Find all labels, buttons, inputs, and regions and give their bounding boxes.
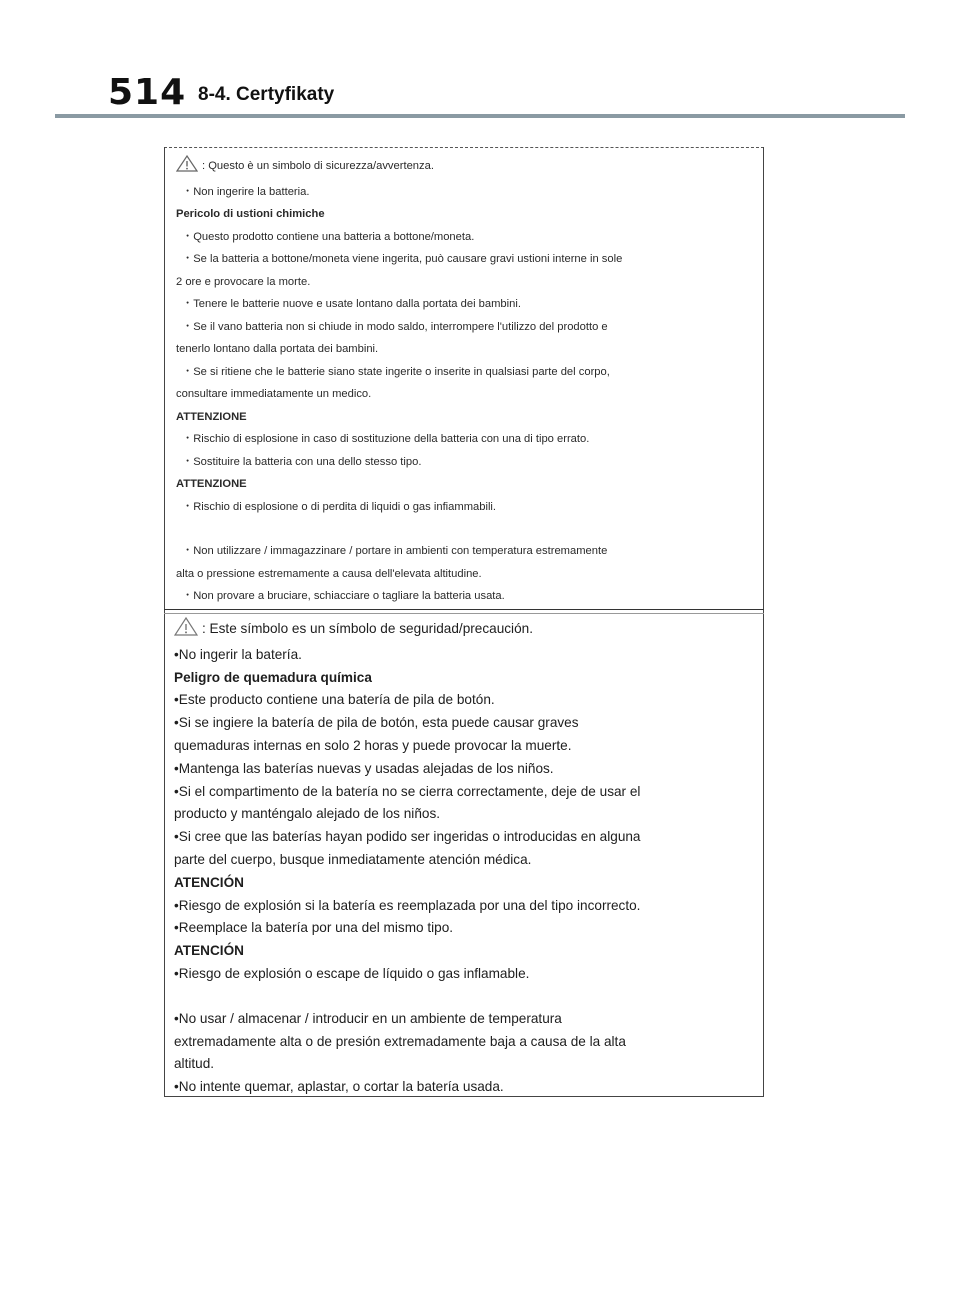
section-heading: ATENCIÓN: [174, 943, 244, 959]
text-line: •Reemplace la batería por una del mismo tipo.: [174, 920, 454, 936]
text-line: •Este producto contiene una batería de pila de botón.: [174, 692, 495, 708]
text-line: altitud.: [174, 1056, 215, 1072]
text-line: •Si el compartimento de la batería no se cierra correctamente, deje de usar el: [174, 783, 641, 799]
paragraph-gap: [174, 986, 754, 1008]
italian-lines: [176, 181, 751, 608]
text-line: ・Non provare a bruciare, schiacciare o tagliare la batteria usata.: [182, 590, 505, 602]
text-line: •Mantenga las baterías nuevas y usadas alejadas de los niños.: [174, 760, 554, 776]
frame-top-border: [164, 147, 764, 148]
section-heading: Peligro de quemadura química: [174, 669, 372, 685]
certificate-scan: [164, 147, 764, 1097]
spanish-symbol-line: [174, 617, 754, 644]
section-heading: ATTENZIONE: [176, 410, 247, 423]
text-line: ・Sostituire la batteria con una dello stesso tipo.: [182, 455, 422, 468]
text-line: •Si cree que las baterías hayan podido ser ingeridas o introducidas en alguna: [174, 829, 641, 845]
text-line: ・Rischio di esplosione in caso di sostituzione della batteria con una di tipo errato.: [182, 433, 590, 445]
text-line: alta o pressione estremamente a causa dell'elevata altitudine.: [176, 567, 482, 580]
text-line: parte del cuerpo, busque inmediatamente atención médica.: [174, 851, 532, 867]
text-line: ・Non utilizzare / immagazzinare / portare in ambienti con temperatura estremamente: [182, 545, 608, 557]
italian-symbol-text: : Questo è un simbolo di sicurezza/avvertenza.: [202, 160, 434, 172]
text-line: •No usar / almacenar / introducir en un ambiente de temperatura: [174, 1010, 562, 1026]
section-heading: Pericolo di ustioni chimiche: [176, 208, 325, 220]
paragraph-gap: [176, 518, 751, 540]
text-line: consultare immediatamente un medico.: [176, 388, 372, 400]
text-line: ・Tenere le batterie nuove e usate lontano dalla portata dei bambini.: [182, 298, 521, 310]
text-line: •Riesgo de explosión o escape de líquido o gas inflamable.: [174, 965, 530, 981]
section-divider-shadow: [164, 613, 764, 614]
italian-warning-block: [176, 155, 751, 608]
page-header: [108, 70, 908, 120]
text-line: producto y manténgalo alejado de los niños.: [174, 806, 441, 822]
text-line: tenerlo lontano dalla portata dei bambini.: [176, 343, 379, 355]
text-line: quemaduras internas en solo 2 horas y puede provocar la muerte.: [174, 737, 572, 753]
warning-triangle-icon: [174, 617, 198, 644]
spanish-warning-block: [174, 617, 754, 1099]
page-number: 514: [108, 72, 187, 113]
section-title: 8-4. Certyfikaty: [198, 84, 335, 105]
spanish-lines: [174, 644, 754, 1099]
text-line: •No ingerir la batería.: [174, 646, 302, 662]
section-heading: ATENCIÓN: [174, 874, 244, 890]
frame-left-border: [164, 147, 165, 1097]
text-line: ・Se il vano batteria non si chiude in modo saldo, interrompere l'utilizzo del prodotto e: [182, 320, 608, 333]
text-line: ・Non ingerire la batteria.: [182, 185, 310, 198]
text-line: ・Se si ritiene che le batterie siano state ingerite o inserite in qualsiasi parte del corpo,: [182, 365, 610, 378]
text-line: •Riesgo de explosión si la batería es reemplazada por una del tipo incorrecto.: [174, 897, 641, 913]
italian-symbol-line: [176, 155, 751, 181]
spanish-symbol-text: : Este símbolo es un símbolo de seguridad/precaución.: [202, 621, 533, 636]
text-line: 2 ore e provocare la morte.: [176, 275, 311, 288]
text-line: ・Questo prodotto contiene una batteria a bottone/moneta.: [182, 230, 475, 243]
text-line: extremadamente alta o de presión extremadamente baja a causa de la alta: [174, 1033, 626, 1049]
section-divider: [164, 609, 764, 610]
text-line: ・Se la batteria a bottone/moneta viene ingerita, può causare gravi ustioni interne in sole: [182, 253, 623, 265]
text-line: •No intente quemar, aplastar, o cortar la batería usada.: [174, 1079, 504, 1095]
text-line: ・Rischio di esplosione o di perdita di liquidi o gas infiammabili.: [182, 500, 497, 513]
section-heading: ATTENZIONE: [176, 478, 247, 490]
header-rule: [55, 114, 905, 118]
frame-right-border: [763, 147, 764, 1097]
text-line: •Si se ingiere la batería de pila de botón, esta puede causar graves: [174, 715, 579, 731]
warning-triangle-icon: [176, 155, 198, 181]
